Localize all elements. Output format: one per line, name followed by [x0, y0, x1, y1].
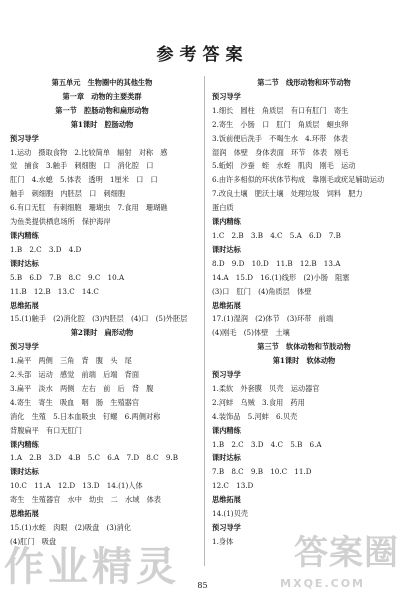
- answer-line: 肛门 4.水螅 5.体表 透明 1厘米 口 口: [10, 175, 158, 185]
- answer-line: 2.寄生 小肠 口 肛门 角质层 蛔虫卵: [212, 119, 349, 129]
- section-heading: 第五单元 生物圈中的其他生物: [51, 78, 153, 87]
- subsection-label: 预习导学: [10, 342, 39, 352]
- subsection-label: 预习导学: [10, 133, 39, 143]
- subsection-label: 课内精练: [10, 230, 39, 240]
- subsection-label: 思维拓展: [10, 300, 39, 310]
- subsection-label: 思维拓展: [212, 300, 241, 310]
- subsection-label: 思维拓展: [10, 509, 39, 519]
- answer-line: 2.头部 运动 感觉 前端 后端 背面: [10, 370, 140, 380]
- subsection-label: 预习导学: [212, 523, 241, 532]
- subsection-label: 预习导学: [212, 370, 241, 380]
- answer-line: 5.B 6.D 7.B 8.C 9.C 10.A: [10, 272, 125, 282]
- answer-line: 14.(1)贝壳: [212, 509, 248, 519]
- answer-line: (4)肛门 吸盘: [10, 536, 57, 546]
- answer-line: 1.B 2.C 3.D 4.C 5.B 6.A: [212, 439, 322, 449]
- answer-line: 1.身体: [212, 536, 234, 546]
- answer-line: 1.运动 摄取食物 2.比较简单 辐射 对称 感: [10, 147, 168, 157]
- watermark-left: 作业精灵: [4, 544, 180, 590]
- section-heading: 第一章 动物的主要类群: [62, 91, 142, 101]
- answer-line: 2.河蚌 乌贼 3.食用 药用: [212, 397, 305, 407]
- answer-line: 4.寄生 寄生 吸血 咽 肠 生殖器官: [10, 397, 140, 407]
- subsection-label: 预习导学: [212, 91, 241, 101]
- subsection-label: 思维拓展: [212, 495, 241, 505]
- subsection-label: 课内精练: [212, 425, 241, 435]
- answer-line: 7.B 8.C 9.B 10.C 11.D: [212, 467, 312, 477]
- answer-line: 1.柔软 外套膜 贝壳 运动器官: [212, 383, 320, 393]
- answer-line: 7.改良土壤 肥沃土壤 处理垃圾 饲料 肥力: [212, 189, 363, 199]
- answer-line: 12.C 13.D: [212, 481, 254, 491]
- answer-line: 为鱼类提供栖息场所 保护海岸: [10, 217, 111, 227]
- answer-line: 3.饭前便后洗手 不喝生水 4.环带 体表: [212, 133, 348, 143]
- answer-line: 1.A 2.B 3.D 4.B 5.C 6.A 7.D 8.C 9.B: [10, 453, 178, 463]
- page-number: 85: [197, 581, 208, 590]
- answer-line: 1.扁平 两侧 三角 背 腹 头 尾: [10, 356, 132, 366]
- answer-line: 1.C 2.B 3.B 4.C 5.A 6.D 7.B: [212, 230, 341, 240]
- subsection-label: 课内精练: [10, 439, 39, 449]
- answer-line: 消化 生殖 5.日本血吸虫 钉螺 6.两侧对称: [10, 411, 161, 421]
- left-column: [10, 76, 194, 549]
- column-divider: [204, 76, 205, 566]
- answer-line: 6.由许多相似的环状体节构成 靠刚毛或疣足辅助运动: [212, 175, 385, 185]
- answer-line: 15.(1)水蛭 肉眼 (2)吸盘 (3)消化: [10, 523, 132, 532]
- answer-line: 15.(1)触手 (2)消化腔 (3)内胚层 (4)口 (5)外胚层: [10, 314, 188, 324]
- subsection-label: 课时达标: [212, 244, 241, 254]
- answer-line: 1.B 2.C 3.D 4.D: [10, 244, 82, 254]
- answer-line: 11.B 12.B 13.C 14.C: [10, 286, 99, 296]
- subsection-label: 课时达标: [212, 453, 241, 463]
- answer-line: (4)刚毛 (5)体壁 土壤: [212, 328, 290, 338]
- page-title: 参考答案: [156, 45, 249, 65]
- answer-line: 10.C 11.A 12.D 13.D 14.(1)人体: [10, 481, 143, 491]
- section-heading: 第1课时 软体动物: [272, 356, 336, 366]
- answer-line: 背腹扁平 有口无肛门: [10, 425, 82, 435]
- answer-line: 8.D 9.D 10.D 11.B 12.B 13.A: [212, 258, 341, 268]
- answer-line: 湿润 体壁 身体表面 环节 体表 刚毛: [212, 147, 349, 157]
- watermark-right: 答案圈: [294, 533, 399, 573]
- subsection-label: 课内精练: [212, 217, 241, 227]
- answer-line: 1.细长 圆柱 角质层 有口有肛门 寄生: [212, 105, 349, 115]
- answer-line: 蛋白质: [212, 203, 234, 213]
- section-heading: 第三节 软体动物和节肢动物: [257, 342, 351, 352]
- answer-line: 4.装饰品 5.河蚌 6.贝壳: [212, 411, 298, 421]
- section-heading: 第一节 腔肠动物和扁形动物: [55, 105, 149, 115]
- answer-line: 17.(1)湿润 (2)体节 (3)环带 前端: [212, 314, 334, 324]
- answer-line: 触手 刺细胞 内胚层 口 刺细胞: [10, 189, 126, 199]
- answer-line: 5.蚯蚓 沙蚕 蛭 水蛭 肌肉 刚毛 运动: [212, 161, 356, 171]
- section-heading: 第二节 线形动物和环节动物: [257, 78, 351, 87]
- subsection-label: 课时达标: [10, 258, 39, 268]
- section-heading: 第1课时 腔肠动物: [70, 119, 134, 129]
- answer-line: (3)口 肛门 (4)角质层 体壁: [212, 286, 312, 296]
- right-column: [212, 76, 396, 549]
- answer-line: 觉 捕食 3.触手 刺细胞 口 消化腔 口: [10, 161, 154, 171]
- watermark-url: MXQE.COM: [280, 577, 365, 590]
- subsection-label: 课时达标: [10, 467, 39, 477]
- answer-line: 14.A 15.D 16.(1)线形 (2)小肠 阻塞: [212, 272, 350, 282]
- answer-line: 6.有口无肛 有刺细胞 珊瑚虫 7.食用 珊瑚礁: [10, 203, 168, 213]
- answer-line: 寄生 生殖器官 水中 幼虫 二 水域 体表: [10, 495, 161, 505]
- answer-line: 3.扁平 淡水 两侧 左右 前 后 背 腹: [10, 383, 154, 393]
- section-heading: 第2课时 扁形动物: [70, 328, 134, 338]
